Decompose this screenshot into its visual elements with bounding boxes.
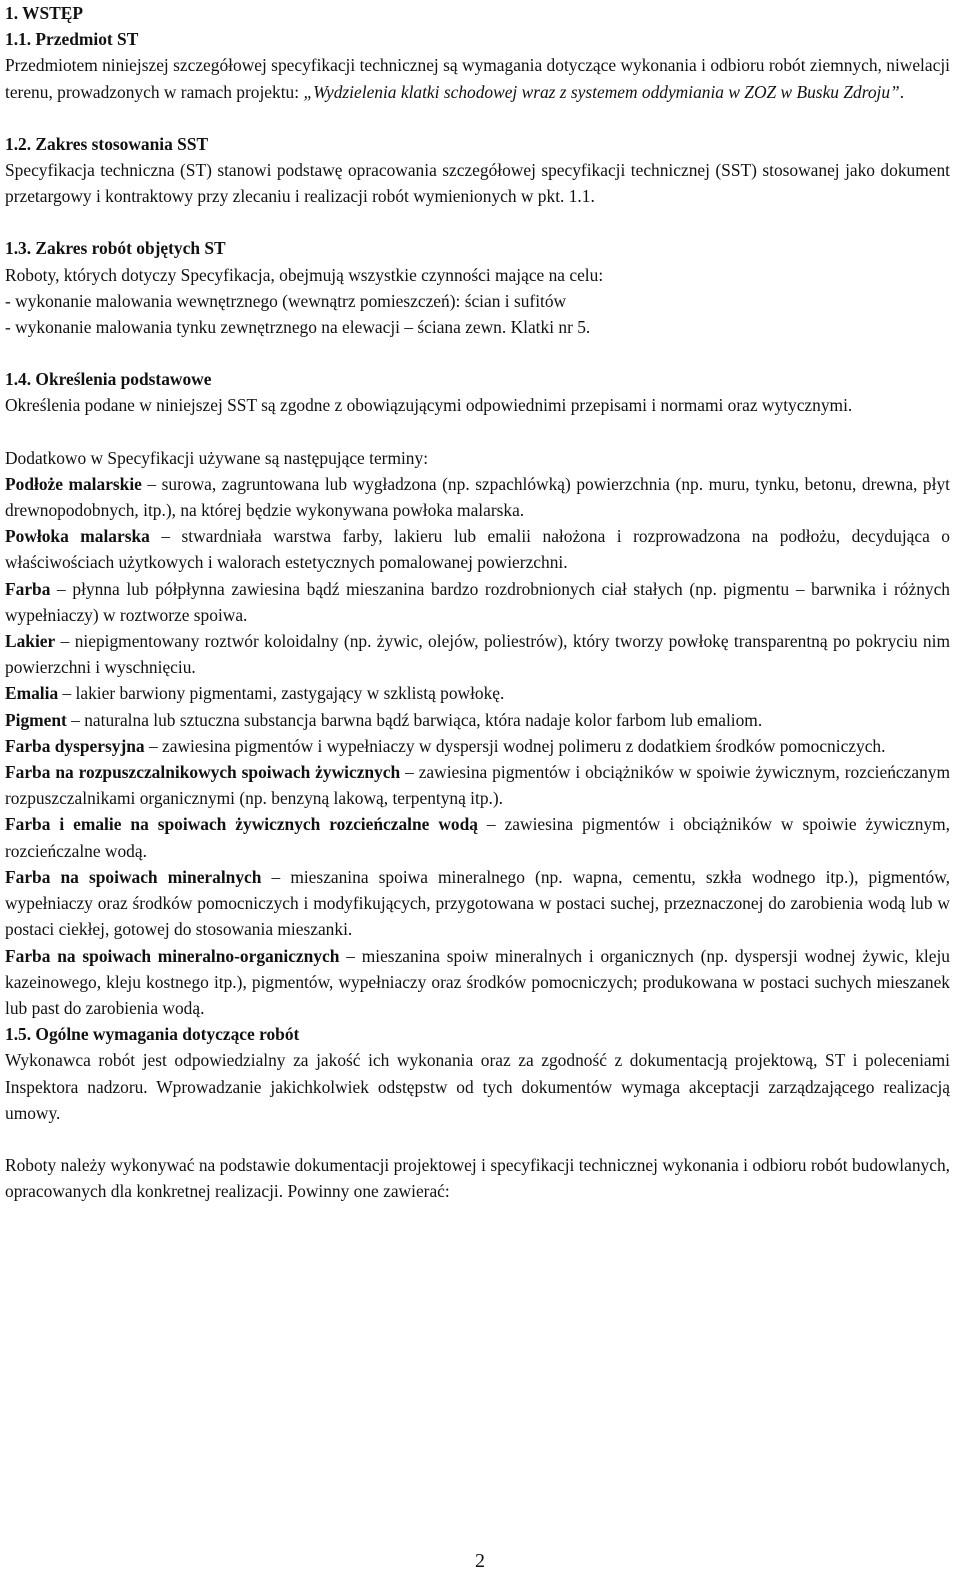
definition-text: – zawiesina pigmentów i obciążników w spoiwie żywicznym, rozcieńczanym rozpuszczalnikami organicznymi (np. benzyną lakową, terpentyną itp.). bbox=[5, 762, 950, 809]
paragraph-scope: Specyfikacja techniczna (ST) stanowi podstawę opracowania szczegółowej specyfikacji technicznej (SST) stosowanej jako dokument przetargowy i kontraktowy przy zlecaniu i realizacji robót wymienionych w pkt. 1.1. bbox=[5, 160, 950, 207]
works-item: - wykonanie malowania tynku zewnętrznego na elewacji – ściana zewn. Klatki nr 5. bbox=[5, 317, 591, 338]
definition-text: – lakier barwiony pigmentami, zastygający w szklistą powłokę. bbox=[58, 683, 505, 704]
definition-text: – zawiesina pigmentów i wypełniaczy w dyspersji wodnej polimeru z dodatkiem środków pomocniczych. bbox=[144, 735, 886, 756]
paragraph-documentation: Roboty należy wykonywać na podstawie dokumentacji projektowej i specyfikacji technicznej wykonania i odbioru robót budowlanych, opracowanych dla konkretnej realizacji. Powinny one zawierać: bbox=[5, 1154, 950, 1202]
definition-term: Pigment bbox=[5, 709, 67, 730]
definition-text: – naturalna lub sztuczna substancja barwna bądź barwiąca, która nadaje kolor farbom lub emaliom. bbox=[66, 709, 763, 730]
works-intro: Roboty, których dotyczy Specyfikacja, obejmują wszystkie czynności mające na celu: bbox=[5, 264, 604, 285]
works-item: - wykonanie malowania wewnętrznego (wewnątrz pomieszczeń): ścian i sufitów bbox=[5, 290, 567, 311]
definition-term: Farba bbox=[5, 578, 51, 599]
definition-text: – mieszanina spoiw mineralnych i organicznych (np. dyspersji wodnej żywic, kleju kazeinowego, kleju kostnego itp.), pigmentów, wypełniaczy oraz środków pomocniczych; produkowana w postaci suchych mieszanek lub past do zarobienia wodą. bbox=[5, 945, 950, 1018]
paragraph-definitions: Określenia podane w niniejszej SST są zgodne z obowiązującymi odpowiednimi przepisami i normami oraz wytycznymi. bbox=[5, 395, 853, 416]
definition-text: – niepigmentowany roztwór koloidalny (np. żywic, olejów, poliestrów), który tworzy powłokę transparentną po pokryciu nim powierzchni i wyschnięciu. bbox=[5, 631, 950, 678]
definition-item bbox=[5, 759, 950, 811]
paragraph-subject: Przedmiotem niniejszej szczegółowej specyfikacji technicznej są wymagania dotyczące wykonania i odbioru robót ziemnych, niwelacji terenu, prowadzonych w ramach projektu: „Wydzielenia klatki schodowej wraz z systemem oddymiania w ZOZ w Busku Zdroju”. bbox=[5, 55, 950, 102]
definition-item bbox=[5, 523, 950, 575]
definition-item bbox=[5, 471, 950, 523]
definition-text: – surowa, zagruntowana lub wygładzona (np. szpachlówką) powierzchnia (np. muru, tynku, betonu, drewna, płyt drewnopodobnych, itp.), na której będzie wykonywana powłoka malarska. bbox=[5, 473, 950, 521]
definition-term: Farba dyspersyjna bbox=[5, 735, 145, 756]
definition-item bbox=[5, 733, 950, 759]
definition-term: Emalia bbox=[5, 683, 59, 704]
definition-item bbox=[5, 628, 950, 680]
definition-text: – stwardniała warstwa farby, lakieru lub emalii nałożona i rozprowadzona na podłożu, decydująca o właściwościach użytkowych i walorach estetycznych pomalowanej powierzchni. bbox=[5, 526, 950, 573]
page-number: 2 bbox=[475, 1550, 485, 1572]
definition-text: – mieszanina spoiwa mineralnego (np. wapna, cementu, szkła wodnego itp.), pigmentów, wypełniaczy oraz środków pomocniczych i modyfikujących, przygotowana w postaci suchej, przeznaczonej do zarobienia wodą lub w postaci ciekłej, gotowej do stosowania mieszanki. bbox=[5, 866, 951, 940]
section-heading-1-1: 1.1. Przedmiot ST bbox=[5, 29, 139, 50]
definition-term: Lakier bbox=[5, 631, 56, 652]
definition-item bbox=[5, 864, 950, 943]
definition-text: – płynna lub półpłynna zawiesina bądź mieszanina bardzo rozdrobnionych ciał stałych (np. pigmentu – barwnika i różnych wypełniaczy) w roztworze spoiwa. bbox=[5, 578, 950, 625]
definition-term: Farba na spoiwach mineralnych bbox=[5, 866, 262, 887]
definition-item bbox=[5, 943, 950, 1022]
definition-term: Farba i emalie na spoiwach żywicznych rozcieńczalne wodą bbox=[5, 814, 478, 835]
definition-item bbox=[5, 680, 950, 706]
section-heading-1-5: 1.5. Ogólne wymagania dotyczące robót bbox=[5, 1024, 300, 1045]
document-page bbox=[5, 0, 950, 1204]
definition-item bbox=[5, 811, 950, 863]
section-heading-1: 1. WSTĘP bbox=[5, 3, 83, 23]
project-name: „Wydzielenia klatki schodowej wraz z systemem oddymiania w ZOZ w Busku Zdroju” bbox=[303, 81, 900, 102]
definition-term: Powłoka malarska bbox=[5, 526, 150, 547]
section-heading-1-2: 1.2. Zakres stosowania SST bbox=[5, 133, 209, 154]
section-heading-1-4: 1.4. Określenia podstawowe bbox=[5, 369, 212, 390]
definition-term: Podłoże malarskie bbox=[5, 473, 142, 494]
definition-item bbox=[5, 707, 950, 733]
definition-term: Farba na spoiwach mineralno-organicznych bbox=[5, 945, 340, 966]
paragraph-requirements: Wykonawca robót jest odpowiedzialny za jakość ich wykonania oraz za zgodność z dokumentacją projektową, ST i poleceniami Inspektora nadzoru. Wprowadzanie jakichkolwiek odstępstw od tych dokumentów wymaga akceptacji zarządzającego realizacją umowy. bbox=[5, 1050, 950, 1123]
terms-intro: Dodatkowo w Specyfikacji używane są następujące terminy: bbox=[5, 447, 429, 468]
definition-item bbox=[5, 576, 950, 628]
definition-term: Farba na rozpuszczalnikowych spoiwach żywicznych bbox=[5, 762, 401, 783]
definition-text: – zawiesina pigmentów i obciążników w spoiwie żywicznym, rozcieńczalne wodą. bbox=[5, 814, 951, 861]
section-heading-1-3: 1.3. Zakres robót objętych ST bbox=[5, 238, 226, 259]
